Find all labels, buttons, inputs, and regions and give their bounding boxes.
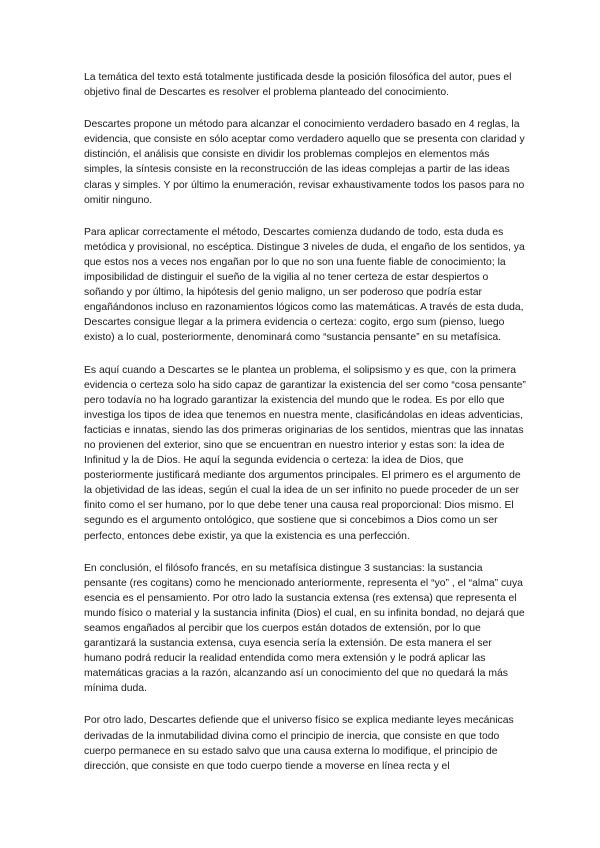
paragraph-6: Por otro lado, Descartes defiende que el universo físico se explica mediante leyes mecánicas derivadas de la inmutabilidad divina como el principio de inercia, que consiste en que todo cuerpo permanece en su estado salvo que una causa externa lo modifique, el principio de dirección, que consiste en que todo cuerpo tiende a moverse en línea recta y el — [84, 715, 514, 772]
paragraph-1: La temática del texto está totalmente justificada desde la posición filosófica del autor, pues el objetivo final de Descartes es resolver el problema planteado del conocimiento. — [84, 72, 512, 99]
document-body — [84, 70, 526, 791]
paragraph-2: Descartes propone un método para alcanzar el conocimiento verdadero basado en 4 reglas, la evidencia, que consiste en sólo aceptar como verdadero aquello que se presenta con claridad y distinción, el análisis que consiste en dividir los problemas complejos en elementos más simples, la síntesis consiste en la reconstrucción de las ideas complejas a partir de las ideas claras y simples. Y por último la enumeración, revisar exhaustivamente todos los pasos para no omitir ninguno. — [84, 119, 525, 206]
paragraph-4: Es aquí cuando a Descartes se le plantea un problema, el solipsismo y es que, con la primera evidencia o certeza solo ha sido capaz de garantizar la existencia del ser como “cosa pensante” pero todavía no ha logrado garantizar la existencia del mundo que le rodea. Es por ello que investiga los tipos de idea que tenemos en nuestra mente, clasificándolas en ideas adventicias, facticias e innatas, siendo las dos primeras originarias de los sentidos, mientras que las innatas no provienen del exterior, sino que se encuentran en nuestro interior y estas son: la idea de Infinitud y la de Dios. He aquí la segunda evidencia o certeza: la idea de Dios, que posteriormente justificará mediante dos argumentos principales. El primero es el argumento de la objetividad de las ideas, según el cual la idea de un ser infinito no puede proceder de un ser finito como el ser humano, por lo que debe tener una causa real proporcional: Dios mismo. El segundo es el argumento ontológico, que sostiene que si concebimos a Dios como un ser perfecto, entonces debe existir, ya que la existencia es una perfección. — [84, 364, 526, 542]
paragraph-5: En conclusión, el filósofo francés, en su metafísica distingue 3 sustancias: la sustancia pensante (res cogitans) como he mencionado anteriormente, representa el “yo” , el “alma” cuya esencia es el pensamiento. Por otro lado la sustancia extensa (res extensa) que representa el mundo físico o material y la sustancia infinita (Dios) el cual, en su infinita bondad, no dejará que seamos engañados al percibir que los cuerpos están dotados de extensión, por lo que garantizará la sustancia extensa, cuya esencia sería la extensión. De esta manera el ser humano podrá reducir la realidad entendida como mera extensión y le podrá aplicar las matemáticas gracias a la razón, alcanzando así un conocimiento del que no quedará la más mínima duda. — [84, 562, 525, 695]
paragraph-3: Para aplicar correctamente el método, Descartes comienza dudando de todo, esta duda es metódica y provisional, no escéptica. Distingue 3 niveles de duda, el engaño de los sentidos, ya que estos nos a veces nos engañan por lo que no son una fuente fiable de conocimiento; la imposibilidad de distinguir el sueño de la vigilia al no tener certeza de estar despiertos o soñando y por último, la hipótesis del genio maligno, un ser poderoso que podría estar engañándonos incluso en razonamientos lógicos como las matemáticas. A través de esta duda, Descartes consigue llegar a la primera evidencia o certeza: cogito, ergo sum (pienso, luego existo) a lo cual, posteriormente, denominará como “sustancia pensante” en su metafísica. — [84, 226, 525, 344]
